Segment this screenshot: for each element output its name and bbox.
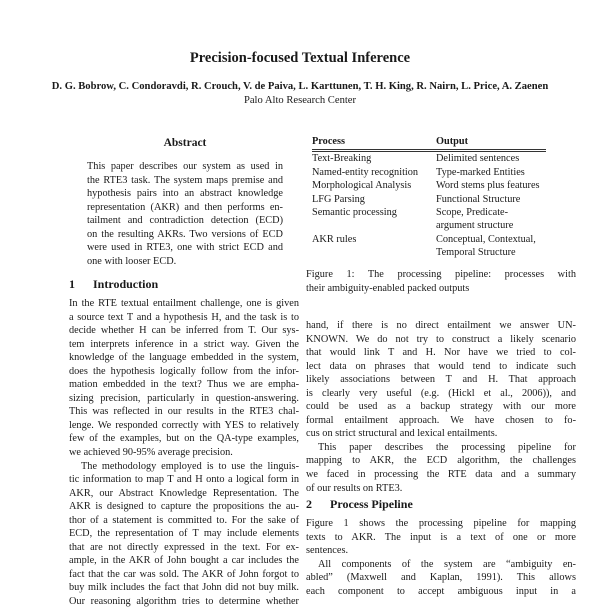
text-line: sizing precision, particularly in question-answering. bbox=[69, 392, 299, 404]
process-cell: Semantic processing bbox=[312, 207, 397, 219]
section-number: 2 bbox=[306, 497, 312, 511]
section-title: Introduction bbox=[93, 277, 159, 291]
text-line: mation embedded in the text? Thus we are empha- bbox=[69, 379, 299, 391]
text-line: tem interprets inference in a strict way. Given the bbox=[69, 338, 299, 350]
table-row bbox=[312, 206, 546, 233]
text-line: ample, in the AKR of John bought a car includes the bbox=[69, 555, 299, 567]
process-cell: LFG Parsing bbox=[312, 193, 365, 205]
text-line: one with looser ECD. bbox=[87, 255, 177, 267]
text-line: that would link T and H. Nor have we tried to col- bbox=[306, 347, 576, 359]
text-line: In the RTE textual entailment challenge, one is given bbox=[69, 298, 299, 309]
figure-1-pipeline-table bbox=[312, 135, 546, 260]
output-cell: Delimited sentences bbox=[436, 153, 520, 165]
output-cell: Functional Structure bbox=[436, 193, 521, 205]
text-line: is clearly very useful (e.g. (Hickl et al., 2006)), and bbox=[306, 387, 576, 399]
text-line: of our results on RTE3. bbox=[306, 482, 403, 494]
text-line: hypothesis pairs into an abstract knowledge bbox=[87, 188, 283, 200]
table-row bbox=[312, 193, 546, 206]
text-line: This paper describes our system as used in bbox=[87, 161, 283, 172]
table-row bbox=[312, 233, 546, 260]
text-line: thor of a statement is committed to. For the sake of bbox=[69, 514, 299, 526]
output-cell: Word stems plus features bbox=[436, 180, 540, 192]
table-row bbox=[312, 179, 546, 192]
text-line: representation (AKR) and then performs en- bbox=[87, 201, 283, 213]
text-line: lect data on phrases that would tend to indicate such bbox=[306, 360, 576, 372]
section-title: Process Pipeline bbox=[330, 497, 413, 511]
text-line: texts to AKR. The input is a text of one or more bbox=[306, 531, 576, 543]
text-line: on the resulting AKRs. Two versions of ECD bbox=[87, 228, 283, 240]
section-1-heading bbox=[69, 277, 158, 292]
introduction-body bbox=[69, 297, 299, 609]
text-line: fact that the car was sold. The AKR of John forgot to bbox=[69, 568, 299, 580]
process-cell: Morphological Analysis bbox=[312, 180, 412, 192]
paper-title: Precision-focused Textual Inference bbox=[189, 50, 411, 66]
text-line: does the hypothesis logically follow from the infor- bbox=[69, 365, 299, 377]
author-list: D. G. Bobrow, C. Condoravdi, R. Crouch, V. de Paiva, L. Karttunen, T. H. King, R. Nairn, L. Price, A. Zaenen bbox=[51, 81, 549, 92]
output-cell: Type-marked Entities bbox=[436, 166, 525, 178]
text-line: Figure 1 shows the processing pipeline for mapping bbox=[306, 518, 576, 529]
process-cell: Text-Breaking bbox=[312, 153, 372, 165]
text-line: This was reflected in our results in the RTE3 chal- bbox=[69, 406, 299, 418]
output-cell: Conceptual, Contextual, Temporal Structure bbox=[436, 233, 536, 259]
text-line: tailment and contradiction detection (ECD) bbox=[87, 215, 283, 227]
text-line: few of the examples, but on the QA-type examples, bbox=[69, 433, 299, 445]
abstract-heading: Abstract bbox=[163, 137, 207, 149]
text-line: decide whether H can be inferred from T. Our sys- bbox=[69, 325, 299, 337]
text-line: All components of the system are “ambiguity en- bbox=[318, 558, 576, 570]
text-line: Our reasoning algorithm tries to determine whether bbox=[69, 596, 299, 608]
text-line: sentences. bbox=[306, 545, 349, 557]
text-line: buy milk includes the fact that John did not buy milk. bbox=[69, 582, 299, 594]
column-header-output: Output bbox=[436, 135, 546, 151]
output-cell: Scope, Predicate- argument structure bbox=[436, 207, 514, 232]
process-cell: AKR rules bbox=[312, 233, 357, 245]
text-line: formal entailment approach. We have chosen to fo- bbox=[306, 414, 576, 426]
text-line: the RTE3 task. The system maps premise and bbox=[87, 174, 283, 186]
text-line: we faced in processing the RTE data and a summary bbox=[306, 469, 576, 481]
table-row bbox=[312, 151, 546, 166]
text-line: each component to accept ambiguous input in a bbox=[306, 585, 576, 597]
text-line: that are not directly expressed in the text. For ex- bbox=[69, 541, 299, 553]
text-line: AKR is designed to capture the propositions the au- bbox=[69, 501, 299, 513]
section-2-heading bbox=[306, 497, 413, 512]
text-line: we achieved 90-95% average precision. bbox=[69, 447, 233, 459]
affiliation: Palo Alto Research Center bbox=[243, 95, 357, 106]
text-line: AKR, our Abstract Knowledge Representation. The bbox=[69, 487, 299, 499]
text-line: cus on strict structural and lexical entailments. bbox=[306, 428, 498, 440]
text-line: their ambiguity-enabled packed outputs bbox=[306, 282, 470, 294]
text-line: The methodology employed is to use the linguis- bbox=[81, 460, 299, 472]
text-line: abled” (Maxwell and Kaplan, 1991). This allows bbox=[306, 572, 576, 584]
text-line: likely associations between T and H. That approach bbox=[306, 374, 576, 386]
right-column-body bbox=[306, 319, 576, 495]
text-line: could be used as a backup strategy with our more bbox=[306, 401, 576, 413]
text-line: lenge. We responded correctly with YES to relatively bbox=[69, 419, 299, 431]
column-header-process: Process bbox=[312, 135, 436, 151]
section-number: 1 bbox=[69, 277, 75, 291]
text-line: a source text T and a hypothesis H, and the task is to bbox=[69, 311, 299, 323]
text-line: tic information to map T and H onto a logical form in bbox=[69, 474, 299, 486]
text-line: ECD, the representation of T may include elements bbox=[69, 528, 299, 540]
text-line: knowledge of the language embedded in the system, bbox=[69, 352, 299, 364]
text-line: mapping to AKR, the ECD algorithm, the challenges bbox=[306, 455, 576, 467]
text-line: This paper describes the processing pipeline for bbox=[318, 441, 576, 453]
process-cell: Named-entity recognition bbox=[312, 166, 419, 178]
table-row bbox=[312, 166, 546, 179]
process-pipeline-body bbox=[306, 517, 576, 598]
text-line: hand, if there is no direct entailment we answer UN- bbox=[306, 320, 576, 331]
figure-1-caption bbox=[306, 268, 576, 295]
text-line: were used in RTE3, one with strict ECD and bbox=[87, 242, 283, 254]
abstract-body bbox=[87, 160, 283, 268]
text-line: KNOWN. We do not try to construct a likely scenario bbox=[306, 333, 576, 345]
table-header-row bbox=[312, 135, 546, 151]
text-line: Figure 1: The processing pipeline: processes with bbox=[306, 269, 576, 280]
